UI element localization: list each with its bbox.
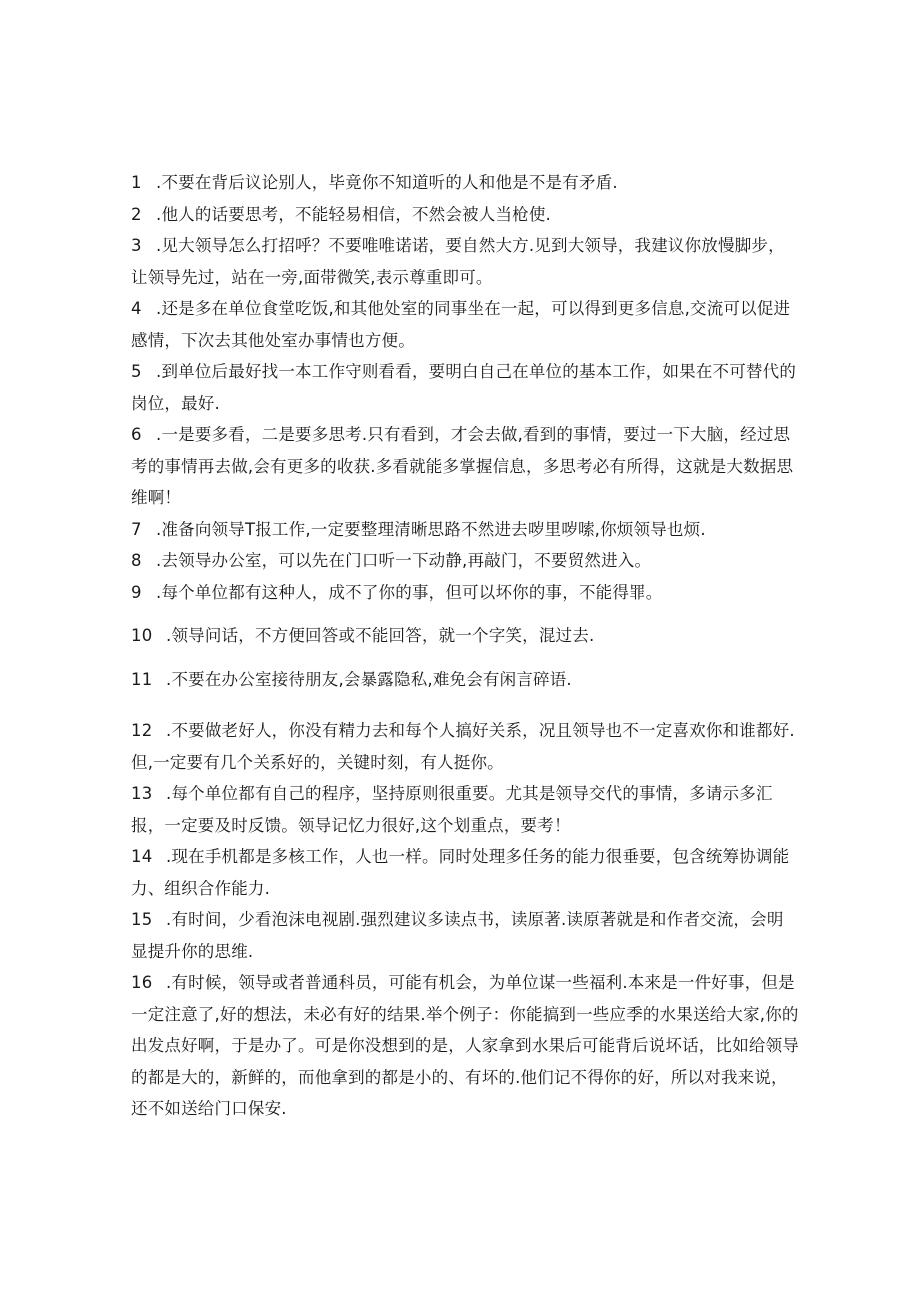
document-body — [131, 167, 799, 1125]
item-text: .每个单位都有自己的程序，坚持原则很重要。尤其是领导交代的事情，多请示多汇报，一定要及时反馈。领导记忆力很好,这个划重点，要考！ — [131, 784, 773, 835]
item-number: 4 — [131, 299, 142, 318]
list-item-1 — [131, 167, 799, 199]
item-text: .有时候，领导或者普通科员，可能有机会，为单位谋一些福利.本来是一件好事，但是一定注意了,好的想法，未必有好的结果.举个例子：你能搞到一些应季的水果送给大家,你的出发点好啊，于是办了。可是你没想到的是，人家拿到水果后可能背后说坏话，比如给领导的都是大的，新鲜的，而他拿到的都是小的、有坏的.他们记不得你的好，所以对我来说，还不如送给门口保安. — [131, 973, 799, 1118]
item-number: 15 — [131, 910, 153, 929]
item-text: .还是多在单位食堂吃饭,和其他处室的同事坐在一起，可以得到更多信息,交流可以促进感情，下次去其他处室办事情也方便。 — [131, 299, 791, 350]
item-number: 16 — [131, 973, 153, 992]
item-text: .见大领导怎么打招呼？不要唯唯诺诺，要自然大方.见到大领导，我建议你放慢脚步，让领导先过，站在一旁,面带微笑,表示尊重即可。 — [131, 236, 785, 287]
list-item-12 — [131, 715, 799, 778]
list-item-3 — [131, 230, 799, 293]
item-number: 1 — [131, 173, 142, 192]
item-text: .不要做老好人，你没有精力去和每个人搞好关系，况且领导也不一定喜欢你和谁都好.但,一定要有几个关系好的，关键时刻，有人挺你。 — [131, 721, 795, 772]
list-item-6 — [131, 419, 799, 514]
item-text: .不要在背后议论别人，毕竟你不知道听的人和他是不是有矛盾. — [156, 173, 618, 192]
item-text: .他人的话要思考，不能轻易相信，不然会被人当枪使. — [156, 204, 551, 224]
item-text: .不要在办公室接待朋友,会暴露隐私,难免会有闲言碎语. — [166, 669, 572, 689]
item-number: 10 — [131, 626, 153, 645]
item-number: 2 — [131, 204, 142, 224]
list-item-11 — [131, 664, 799, 696]
item-number: 11 — [131, 669, 153, 689]
item-number: 5 — [131, 362, 142, 381]
item-text: .领导问话，不方便回答或不能回答，就一个字笑，混过去. — [166, 626, 595, 645]
list-item-5 — [131, 356, 799, 419]
item-text: .每个单位都有这种人，成不了你的事，但可以坏你的事，不能得罪。 — [156, 582, 663, 602]
item-number: 7 — [131, 519, 142, 539]
list-item-16 — [131, 967, 799, 1125]
list-item-15 — [131, 904, 799, 967]
item-number: 8 — [131, 551, 142, 570]
item-number: 12 — [131, 721, 153, 740]
list-item-8 — [131, 545, 799, 577]
item-text: .去领导办公室，可以先在门口听一下动静,再敲门，不要贸然进入。 — [156, 551, 652, 570]
item-number: 6 — [131, 425, 142, 444]
list-item-14 — [131, 841, 799, 904]
item-text: .一是要多看，二是要多思考.只有看到，才会去做,看到的事情，要过一下大脑，经过思考的事情再去做,会有更多的收获.多看就能多掌握信息，多思考必有所得，这就是大数据思维啊！ — [131, 425, 794, 507]
list-item-7 — [131, 514, 799, 546]
item-text: .准备向领导T报工作,一定要整理清晰思路不然进去哕里哕嗦,你烦领导也烦. — [156, 519, 706, 539]
item-number: 14 — [131, 847, 153, 866]
list-item-9 — [131, 577, 799, 609]
item-number: 13 — [131, 784, 153, 803]
item-number: 3 — [131, 236, 142, 255]
item-text: .到单位后最好找一本工作守则看看，要明白自己在单位的基本工作，如果在不可替代的岗位，最好. — [131, 362, 797, 413]
list-item-4 — [131, 293, 799, 356]
item-text: .现在手机都是多核工作，人也一样。同时处理多任务的能力很垂要，包含统筹协调能力、组织合作能力. — [131, 847, 790, 898]
item-number: 9 — [131, 582, 142, 602]
item-text: .有时间，少看泡沫电视剧.强烈建议多读点书，读原著.读原著就是和作者交流，会明显提升你的思维. — [131, 910, 784, 961]
list-item-2 — [131, 199, 799, 231]
list-item-13 — [131, 778, 799, 841]
list-item-10 — [131, 620, 799, 652]
